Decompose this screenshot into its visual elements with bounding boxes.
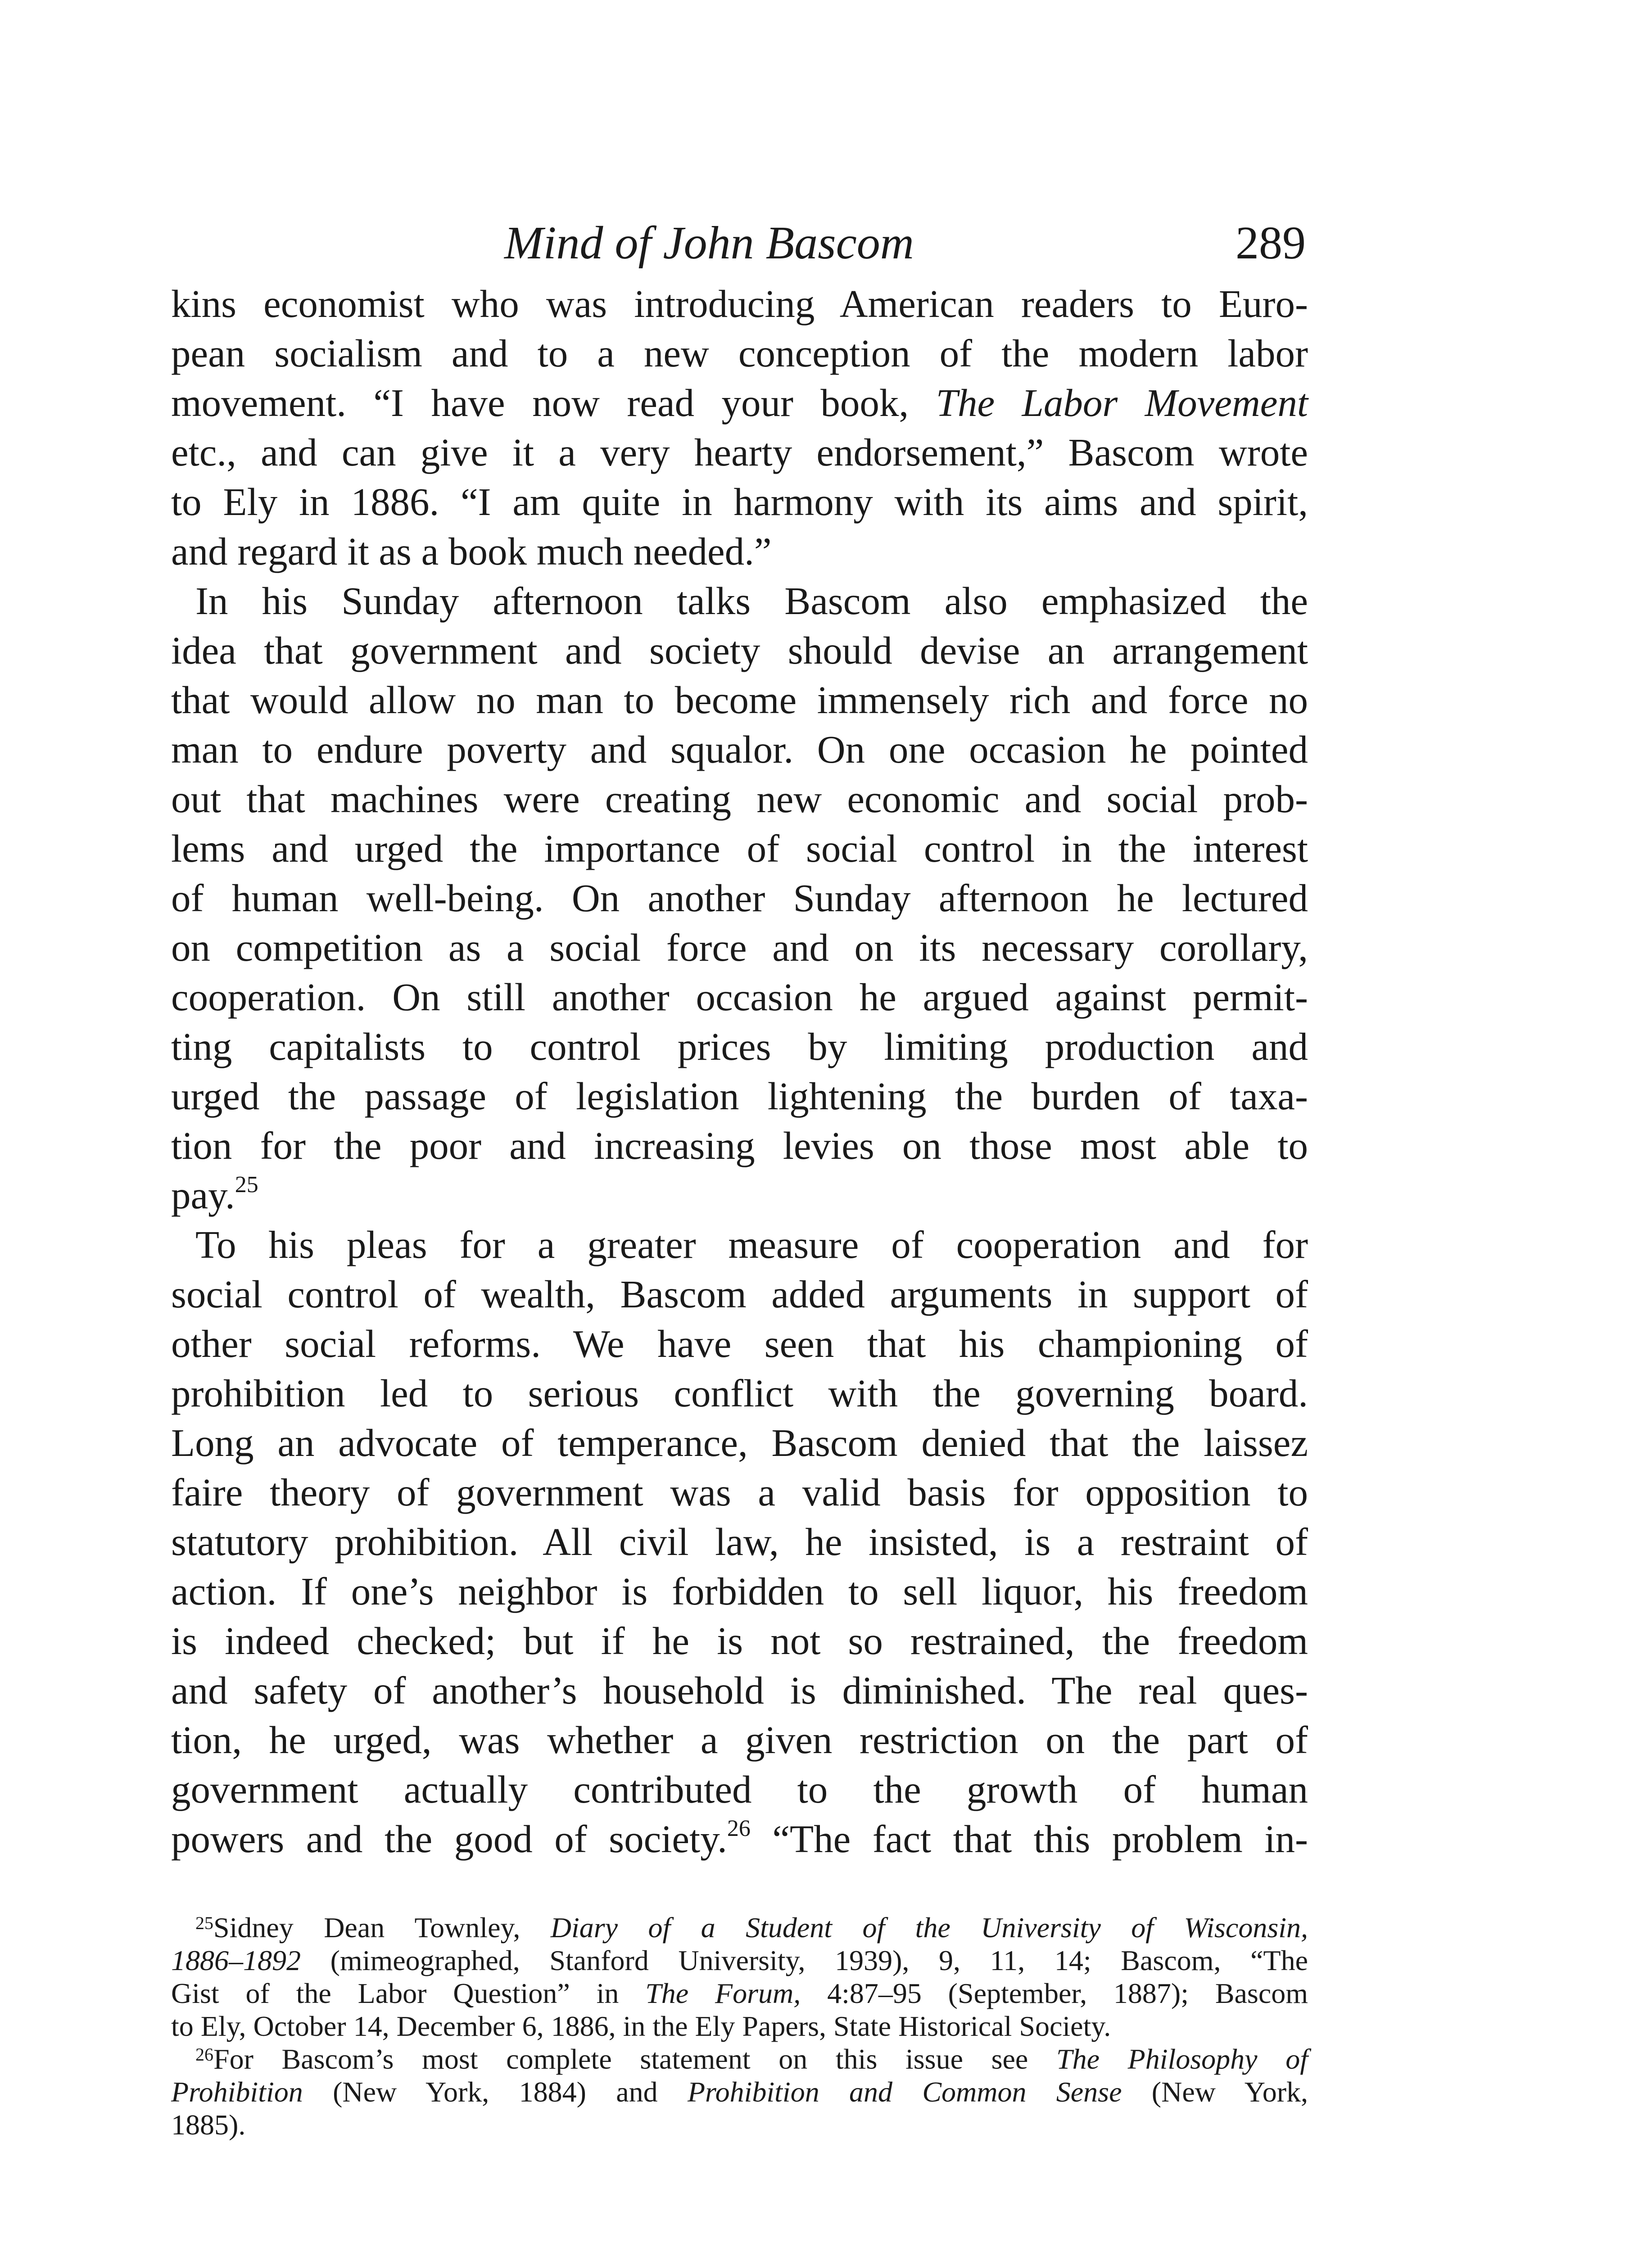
text-line: that would allow no man to become immensely rich and force no — [171, 678, 1308, 722]
book-title: Diary of a Student of the University of Wisconsin, — [550, 1912, 1308, 1944]
text-line: prohibition led to serious conflict with the governing board. — [171, 1371, 1308, 1415]
running-head — [504, 212, 1306, 275]
text-line: urged the passage of legislation lightening the burden of taxa- — [171, 1074, 1308, 1118]
book-title: The Labor Movement — [936, 381, 1308, 425]
footnote-line — [171, 1911, 1308, 1944]
footnote-line — [171, 2043, 1308, 2075]
text-run: For Bascom’s most complete statement on this issue see — [213, 2043, 1056, 2075]
book-title: Prohibition and Common Sense — [687, 2076, 1122, 2108]
paragraph-1 — [171, 279, 1308, 576]
text-line: tion for the poor and increasing levies on those most able to — [171, 1124, 1308, 1167]
text-run: (mimeographed, Stanford University, 1939), 9, 11, 14; Bascom, “The — [301, 1944, 1308, 1976]
text-run: Sidney Dean Townley, — [213, 1912, 551, 1944]
text-run: movement. “I have now read your book, — [171, 381, 936, 425]
text-line: man to endure poverty and squalor. On one occasion he pointed — [171, 728, 1308, 771]
running-title: Mind of John Bascom — [504, 217, 914, 269]
text-line: cooperation. On still another occasion he argued against permit- — [171, 975, 1308, 1019]
text-line: tion, he urged, was whether a given restriction on the part of — [171, 1718, 1308, 1762]
text-run: “The fact that this problem in- — [750, 1817, 1308, 1861]
footnote-line: 1885). — [171, 2109, 246, 2141]
text-line — [171, 1171, 1308, 1220]
text-line: Long an advocate of temperance, Bascom denied that the laissez — [171, 1421, 1308, 1465]
footnotes — [171, 1911, 1308, 2141]
text-line: social control of wealth, Bascom added arguments in support of — [171, 1272, 1308, 1316]
footnote-line — [171, 1977, 1308, 2010]
text-line: pean socialism and to a new conception of the modern labor — [171, 331, 1308, 375]
footnote-26 — [171, 2043, 1308, 2141]
body-text — [171, 279, 1308, 1864]
footnote-25 — [171, 1911, 1308, 2043]
book-title: Prohibition — [171, 2076, 303, 2108]
footnote-line: to Ely, October 14, December 6, 1886, in the Ely Papers, State Historical Society. — [171, 2010, 1111, 2042]
book-title: 1886–1892 — [171, 1944, 301, 1976]
text-line: idea that government and society should devise an arrangement — [171, 628, 1308, 672]
paragraph-2 — [171, 576, 1308, 1220]
text-run: (New York, — [1122, 2076, 1308, 2108]
text-line: out that machines were creating new economic and social prob- — [171, 777, 1308, 821]
text-run: (New York, 1884) and — [303, 2076, 688, 2108]
text-line: In his Sunday afternoon talks Bascom also emphasized the — [195, 579, 1308, 623]
text-line: statutory prohibition. All civil law, he insisted, is a restraint of — [171, 1520, 1308, 1564]
footnote-line — [171, 2075, 1308, 2108]
text-line: lems and urged the importance of social control in the interest — [171, 827, 1308, 870]
text-line: To his pleas for a greater measure of cooperation and for — [195, 1223, 1308, 1266]
footnote-line — [171, 1944, 1308, 1977]
text-line: on competition as a social force and on its necessary corollary, — [171, 926, 1308, 969]
footnote-marker: 26 — [195, 2044, 213, 2065]
text-line: other social reforms. We have seen that his championing of — [171, 1322, 1308, 1365]
text-line: ting capitalists to control prices by limiting production and — [171, 1025, 1308, 1068]
text-line: of human well-being. On another Sunday afternoon he lectured — [171, 876, 1308, 920]
text-line: kins economist who was introducing American readers to Euro- — [171, 282, 1308, 325]
footnote-ref-26[interactable]: 26 — [727, 1816, 751, 1841]
text-run: pay. — [171, 1173, 235, 1217]
journal-title: The Forum, — [645, 1977, 801, 2009]
text-line: is indeed checked; but if he is not so restrained, the freedom — [171, 1619, 1308, 1663]
text-line — [171, 1814, 1308, 1864]
text-line: faire theory of government was a valid basis for opposition to — [171, 1470, 1308, 1514]
text-line: etc., and can give it a very hearty endorsement,” Bascom wrote — [171, 430, 1308, 474]
book-title: The Philosophy of — [1056, 2043, 1308, 2075]
text-line: and regard it as a book much needed.” — [171, 529, 772, 573]
text-line: government actually contributed to the growth of human — [171, 1767, 1308, 1811]
text-line: to Ely in 1886. “I am quite in harmony with its aims and spirit, — [171, 480, 1308, 524]
paragraph-3 — [171, 1220, 1308, 1864]
text-run: 4:87–95 (September, 1887); Bascom — [801, 1977, 1308, 2009]
text-line: and safety of another’s household is diminished. The real ques- — [171, 1668, 1308, 1712]
footnote-marker: 25 — [195, 1913, 213, 1933]
text-line — [171, 378, 1308, 428]
text-run: powers and the good of society. — [171, 1817, 727, 1861]
footnote-ref-25[interactable]: 25 — [235, 1172, 258, 1198]
page-number: 289 — [1236, 217, 1306, 269]
text-run: Gist of the Labor Question” in — [171, 1977, 646, 2009]
text-line: action. If one’s neighbor is forbidden to sell liquor, his freedom — [171, 1569, 1308, 1613]
